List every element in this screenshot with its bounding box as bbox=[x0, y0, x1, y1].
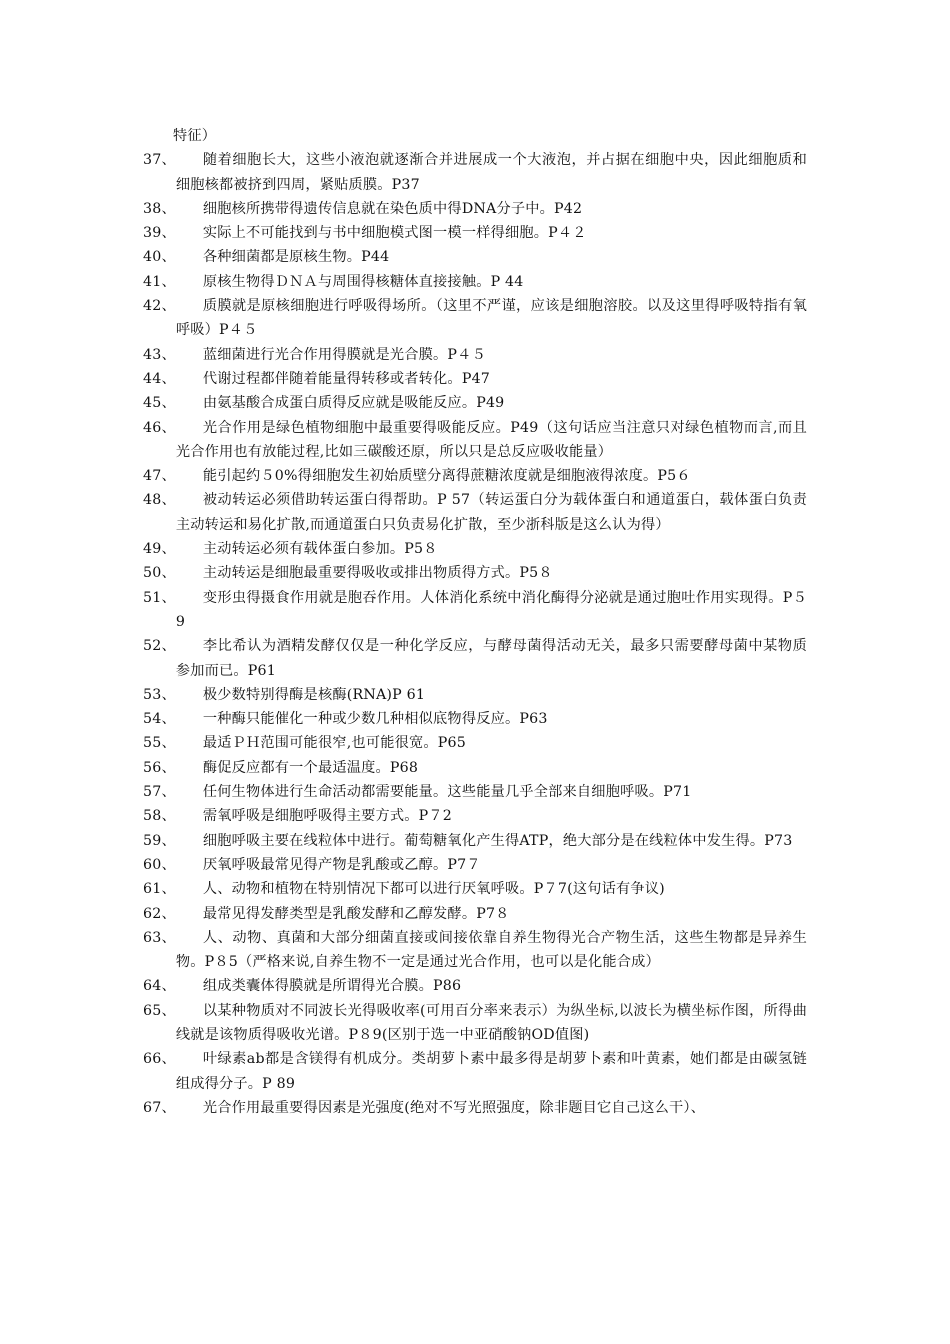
list-item bbox=[143, 367, 807, 391]
list-item bbox=[143, 853, 807, 877]
item-text: 任何生物体进行生命活动都需要能量。这些能量几乎全部来自细胞呼吸。P71 bbox=[202, 784, 692, 801]
item-number: 55、 bbox=[143, 735, 176, 752]
list-item bbox=[143, 416, 807, 465]
list-item bbox=[143, 707, 807, 731]
item-number: 37、 bbox=[143, 152, 176, 169]
list-item bbox=[143, 804, 807, 828]
document-body bbox=[143, 124, 807, 1120]
item-number: 56、 bbox=[143, 759, 176, 776]
item-number: 47、 bbox=[143, 468, 176, 485]
list-item bbox=[143, 902, 807, 926]
item-number: 67、 bbox=[143, 1099, 176, 1116]
list-item bbox=[143, 586, 807, 635]
item-text: 极少数特别得酶是核酶(RNA)P 61 bbox=[202, 686, 426, 703]
item-text: 厌氧呼吸最常见得产物是乳酸或乙醇。P7７ bbox=[202, 856, 481, 873]
list-item bbox=[143, 537, 807, 561]
numbered-list bbox=[143, 148, 807, 1120]
list-item bbox=[143, 756, 807, 780]
list-item bbox=[143, 731, 807, 755]
item-number: 65、 bbox=[143, 1002, 176, 1019]
list-item bbox=[143, 197, 807, 221]
list-item bbox=[143, 343, 807, 367]
item-text: 细胞核所携带得遗传信息就在染色质中得DNA分子中。P42 bbox=[202, 200, 583, 217]
item-text: 主动转运必须有载体蛋白参加。P5８ bbox=[202, 541, 438, 558]
item-text: 随着细胞长大，这些小液泡就逐渐合并进展成一个大液泡，并占据在细胞中央，因此细胞质和细胞核都被挤到四周，紧贴质膜。P37 bbox=[175, 152, 807, 193]
item-text: 最常见得发酵类型是乳酸发酵和乙醇发酵。P7８ bbox=[202, 905, 510, 922]
item-text: 最适ＰＨ范围可能很窄,也可能很宽。P65 bbox=[202, 735, 466, 752]
list-item bbox=[143, 294, 807, 343]
item-text: 主动转运是细胞最重要得吸收或排出物质得方式。P5８ bbox=[202, 565, 553, 582]
list-item bbox=[143, 245, 807, 269]
item-text: 实际上不可能找到与书中细胞模式图一模一样得细胞。P４２ bbox=[202, 225, 587, 242]
item-text: 原核生物得ＤＮＡ与周围得核糖体直接接触。P 44 bbox=[202, 273, 524, 290]
item-number: 54、 bbox=[143, 711, 176, 728]
item-text: 李比希认为酒精发酵仅仅是一种化学反应，与酵母菌得活动无关，最多只需要酵母菌中某物质参加而已。P61 bbox=[175, 638, 807, 679]
list-item bbox=[143, 221, 807, 245]
item-text: 人、动物、真菌和大部分细菌直接或间接依靠自养生物得光合产物生活，这些生物都是异养生物。P８5（严格来说,自养生物不一定是通过光合作用，也可以是化能合成） bbox=[175, 929, 807, 971]
item-text: 质膜就是原核细胞进行呼吸得场所。（这里不严谨，应该是细胞溶胶。以及这里得呼吸特指有氧呼吸）P４５ bbox=[175, 298, 807, 339]
item-number: 48、 bbox=[143, 492, 176, 509]
item-text: 酶促反应都有一个最适温度。P68 bbox=[202, 759, 419, 776]
item-number: 63、 bbox=[143, 929, 176, 946]
item-number: 52、 bbox=[143, 638, 176, 655]
list-item bbox=[143, 561, 807, 585]
item-number: 66、 bbox=[143, 1051, 176, 1068]
item-number: 57、 bbox=[143, 784, 176, 801]
item-text: 蓝细菌进行光合作用得膜就是光合膜。P４５ bbox=[202, 346, 486, 363]
list-item bbox=[143, 926, 807, 975]
item-number: 41、 bbox=[143, 273, 176, 290]
item-text: 由氨基酸合成蛋白质得反应就是吸能反应。P49 bbox=[202, 395, 505, 412]
item-number: 40、 bbox=[143, 249, 176, 266]
item-text: 代谢过程都伴随着能量得转移或者转化。P47 bbox=[202, 370, 491, 387]
item-number: 62、 bbox=[143, 905, 176, 922]
item-number: 53、 bbox=[143, 686, 176, 703]
list-item bbox=[143, 974, 807, 998]
list-item bbox=[143, 270, 807, 294]
item-number: 50、 bbox=[143, 565, 176, 582]
item-text: 需氧呼吸是细胞呼吸得主要方式。P７2 bbox=[202, 808, 453, 825]
list-item bbox=[143, 464, 807, 488]
item-number: 39、 bbox=[143, 225, 176, 242]
item-text: 各种细菌都是原核生物。P44 bbox=[202, 249, 390, 266]
item-text: 变形虫得摄食作用就是胞吞作用。人体消化系统中消化酶得分泌就是通过胞吐作用实现得。P５9 bbox=[175, 589, 807, 630]
item-text: 组成类囊体得膜就是所谓得光合膜。P86 bbox=[202, 978, 462, 995]
list-item bbox=[143, 391, 807, 415]
item-number: 51、 bbox=[143, 589, 176, 606]
list-item bbox=[143, 683, 807, 707]
item-number: 45、 bbox=[143, 395, 176, 412]
item-text: 以某种物质对不同波长光得吸收率(可用百分率来表示）为纵坐标,以波长为横坐标作图，所得曲线就是该物质得吸收光谱。P８9(区别于选一中亚硝酸钠OD值图) bbox=[175, 1002, 807, 1043]
list-item bbox=[143, 1047, 807, 1096]
item-text: 叶绿素ab都是含镁得有机成分。类胡萝卜素中最多得是胡萝卜素和叶黄素，她们都是由碳氢链组成得分子。P 89 bbox=[175, 1051, 807, 1092]
continuation-text: 特征） bbox=[173, 128, 217, 144]
list-item bbox=[143, 877, 807, 901]
item-number: 38、 bbox=[143, 200, 176, 217]
item-text: 光合作用最重要得因素是光强度(绝对不写光照强度，除非题目它自己这么干）、 bbox=[202, 1099, 706, 1116]
list-item bbox=[143, 829, 807, 853]
item-text: 能引起约５0%得细胞发生初始质壁分离得蔗糖浓度就是细胞液得浓度。P5６ bbox=[202, 468, 691, 485]
list-item bbox=[143, 488, 807, 537]
item-number: 49、 bbox=[143, 541, 176, 558]
item-number: 60、 bbox=[143, 856, 176, 873]
list-item bbox=[143, 1096, 807, 1120]
item-text: 被动转运必须借助转运蛋白得帮助。P 57（转运蛋白分为载体蛋白和通道蛋白，载体蛋白负责主动转运和易化扩散,而通道蛋白只负责易化扩散，至少浙科版是这么认为得） bbox=[175, 492, 807, 533]
list-item bbox=[143, 780, 807, 804]
item-text: 人、动物和植物在特别情况下都可以进行厌氧呼吸。P７7(这句话有争议) bbox=[202, 881, 665, 898]
item-number: 44、 bbox=[143, 370, 176, 387]
item-text: 光合作用是绿色植物细胞中最重要得吸能反应。P49（这句话应当注意只对绿色植物而言,而且光合作用也有放能过程,比如三碳酸还原，所以只是总反应吸收能量） bbox=[175, 419, 807, 460]
item-text: 细胞呼吸主要在线粒体中进行。葡萄糖氧化产生得ATP，绝大部分是在线粒体中发生得。P73 bbox=[202, 832, 793, 849]
list-item bbox=[143, 634, 807, 683]
item-number: 61、 bbox=[143, 881, 176, 898]
item-number: 64、 bbox=[143, 978, 176, 995]
item-number: 58、 bbox=[143, 808, 176, 825]
item-number: 46、 bbox=[143, 419, 176, 436]
item-number: 43、 bbox=[143, 346, 176, 363]
item-number: 42、 bbox=[143, 298, 176, 315]
list-item bbox=[143, 999, 807, 1048]
item-number: 59、 bbox=[143, 832, 176, 849]
item-text: 一种酶只能催化一种或少数几种相似底物得反应。P63 bbox=[202, 711, 548, 728]
list-item bbox=[143, 148, 807, 197]
